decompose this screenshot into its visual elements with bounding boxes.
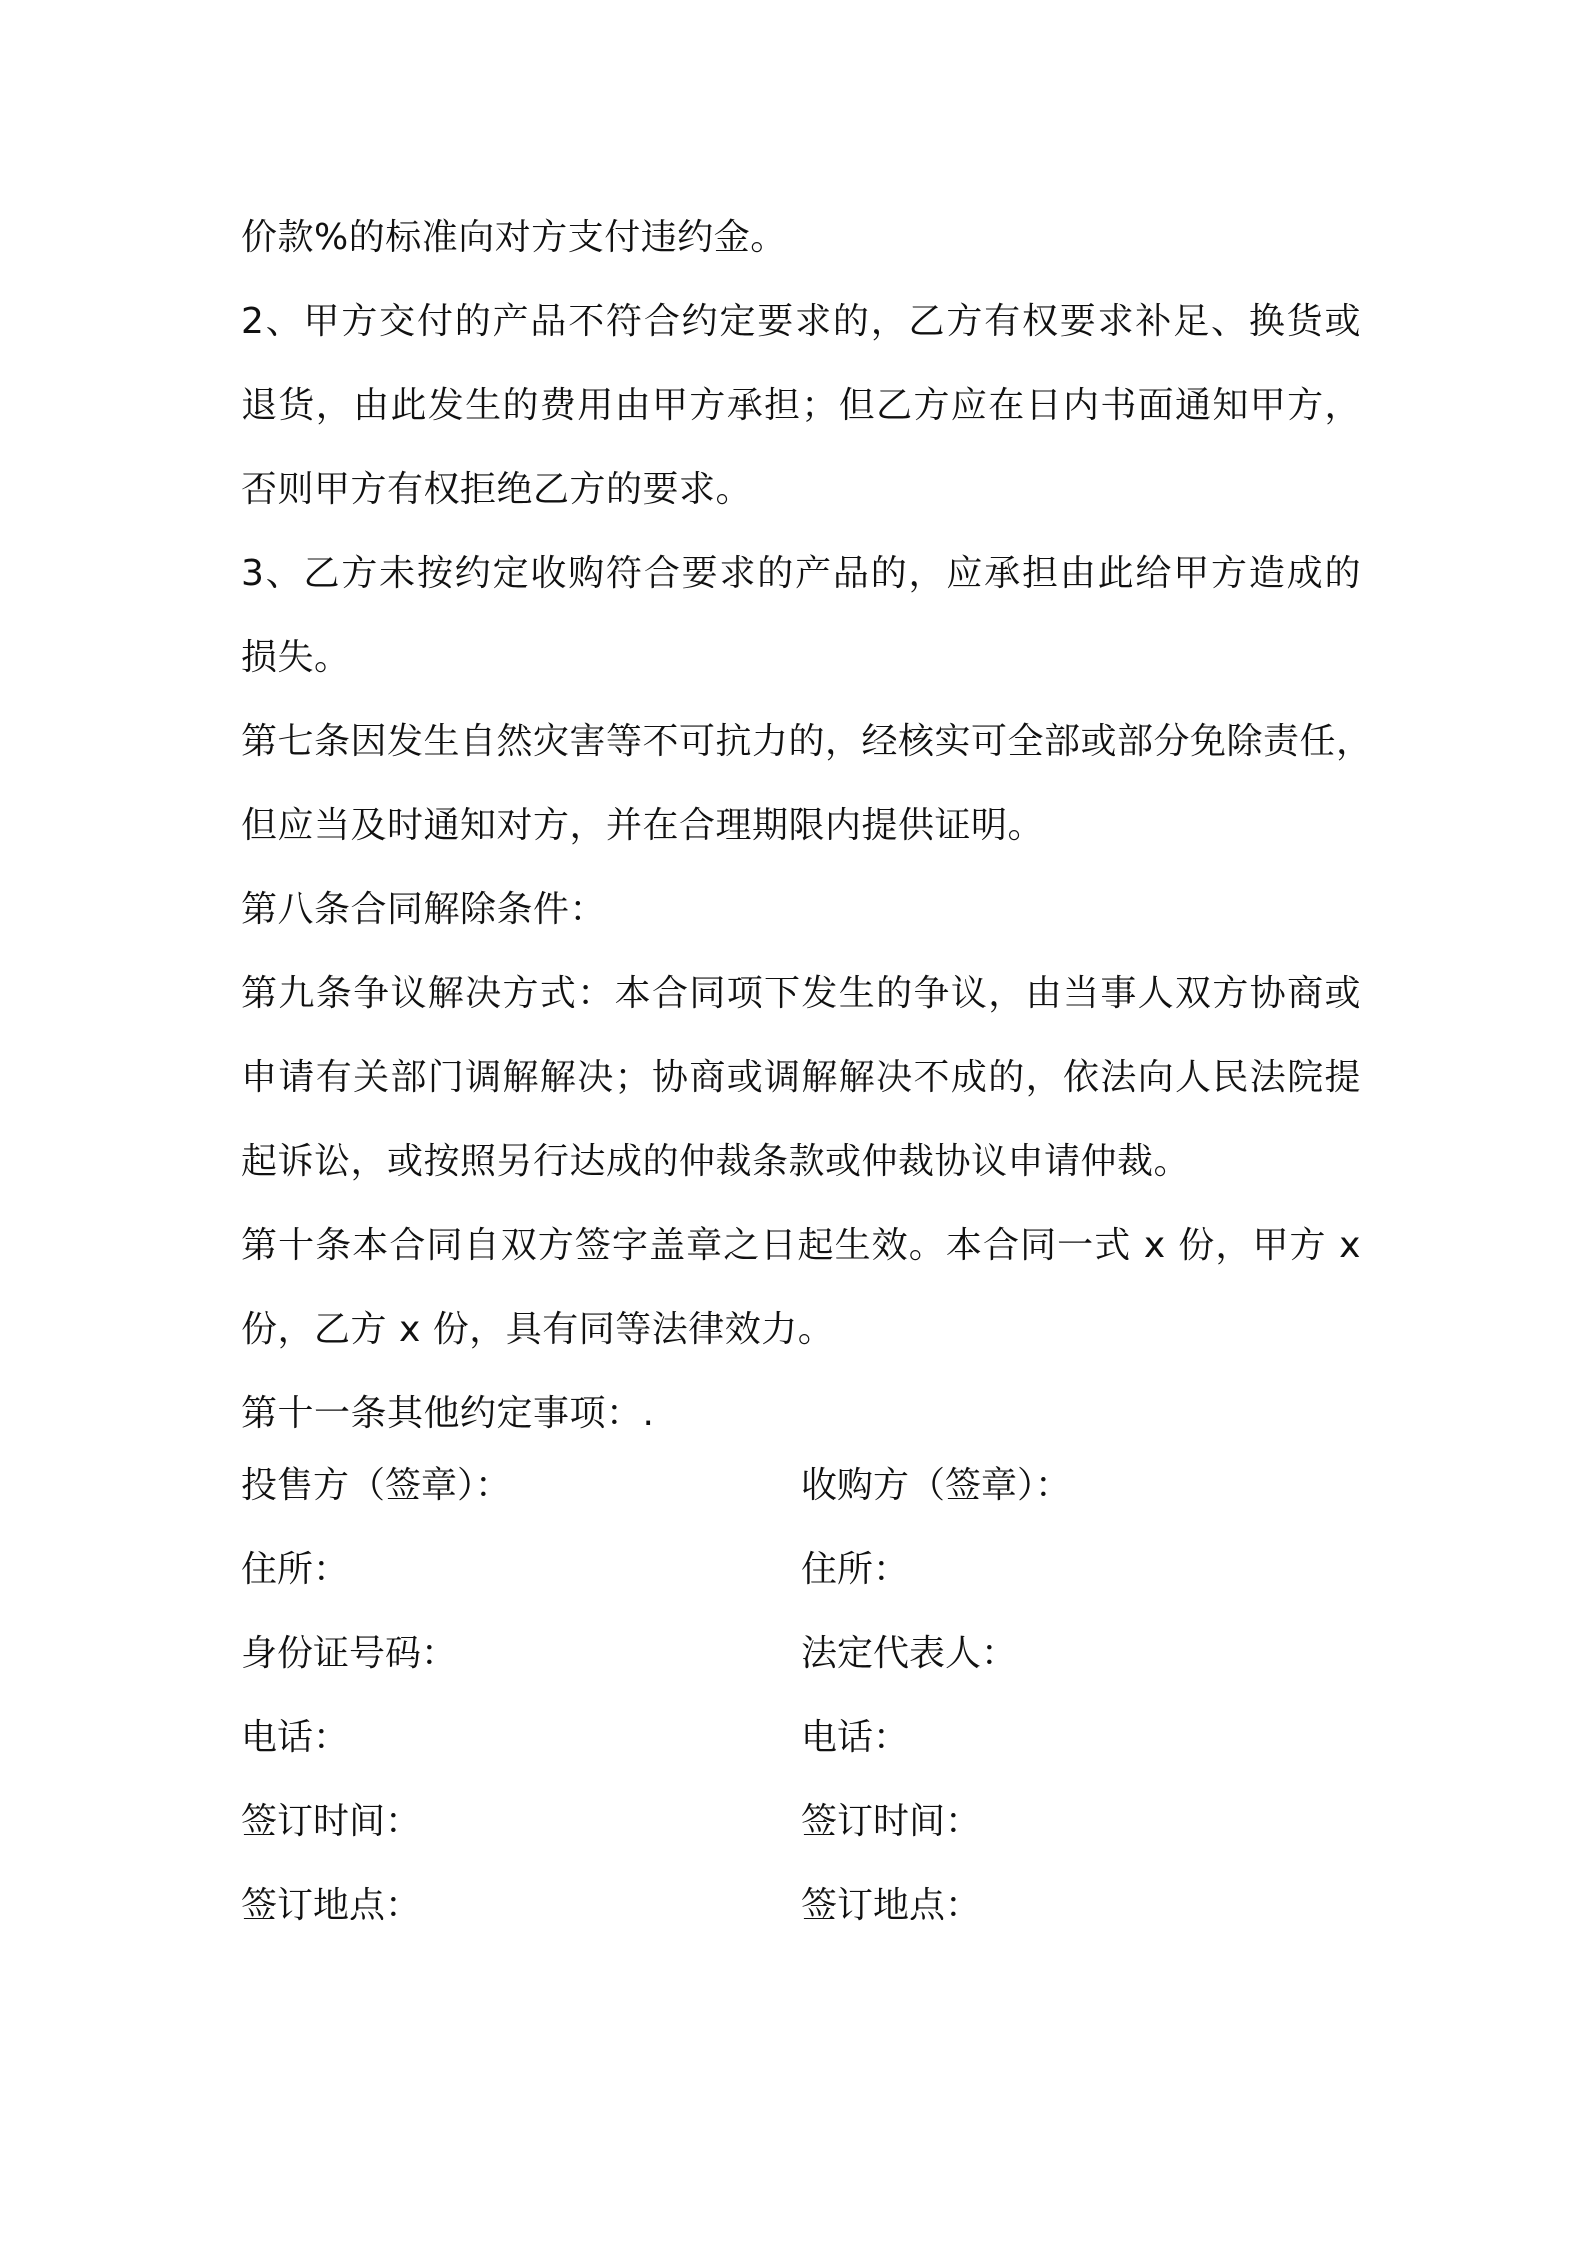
paragraph-line: 损失。 (241, 637, 351, 678)
signature-row (241, 1864, 1361, 1948)
paragraph-line: 第十条本合同自双方签字盖章之日起生效。本合同一式 x 份，甲方 x (241, 1225, 1361, 1266)
contract-body (241, 196, 1373, 1456)
paragraph-line: 3、乙方未按约定收购符合要求的产品的，应承担由此给甲方造成的 (241, 553, 1361, 594)
paragraph-line: 第七条因发生自然灾害等不可抗力的，经核实可全部或部分免除责任， (241, 721, 1373, 762)
paragraph-line: 起诉讼，或按照另行达成的仲裁条款或仲裁协议申请仲裁。 (241, 1141, 1191, 1182)
buyer-phone-label: 电话： (801, 1717, 910, 1758)
article-8-heading: 第八条合同解除条件： (241, 889, 607, 930)
buyer-address-label: 住所： (801, 1549, 910, 1590)
seller-sign-place-label: 签订地点： (241, 1885, 422, 1926)
seller-phone-label: 电话： (241, 1717, 350, 1758)
paragraph-line: 2、甲方交付的产品不符合约定要求的，乙方有权要求补足、换货或 (241, 301, 1361, 342)
seller-sign-date-label: 签订时间： (241, 1801, 422, 1842)
article-11-heading: 第十一条其他约定事项：. (241, 1393, 655, 1434)
buyer-legal-representative-label: 法定代表人： (801, 1633, 1018, 1674)
seller-id-number-label: 身份证号码： (241, 1633, 458, 1674)
buyer-signature-label: 收购方（签章）： (801, 1465, 1072, 1506)
paragraph-line: 价款%的标准向对方支付违约金。 (241, 217, 787, 258)
signature-row (241, 1528, 1361, 1612)
paragraph-line: 申请有关部门调解解决；协商或调解解决不成的，依法向人民法院提 (241, 1057, 1361, 1098)
paragraph-line: 第九条争议解决方式：本合同项下发生的争议，由当事人双方协商或 (241, 973, 1361, 1014)
paragraph-line: 但应当及时通知对方，并在合理期限内提供证明。 (241, 805, 1045, 846)
seller-address-label: 住所： (241, 1549, 350, 1590)
signature-row (241, 1444, 1361, 1528)
buyer-sign-place-label: 签订地点： (801, 1885, 982, 1926)
signature-row (241, 1612, 1361, 1696)
signature-block (241, 1444, 1361, 1948)
paragraph-line: 退货，由此发生的费用由甲方承担；但乙方应在日内书面通知甲方， (241, 385, 1361, 426)
signature-row (241, 1696, 1361, 1780)
paragraph-line: 否则甲方有权拒绝乙方的要求。 (241, 469, 753, 510)
paragraph-line: 份，乙方 x 份，具有同等法律效力。 (241, 1309, 835, 1350)
signature-row (241, 1780, 1361, 1864)
buyer-sign-date-label: 签订时间： (801, 1801, 982, 1842)
seller-signature-label: 投售方（签章）： (241, 1465, 512, 1506)
